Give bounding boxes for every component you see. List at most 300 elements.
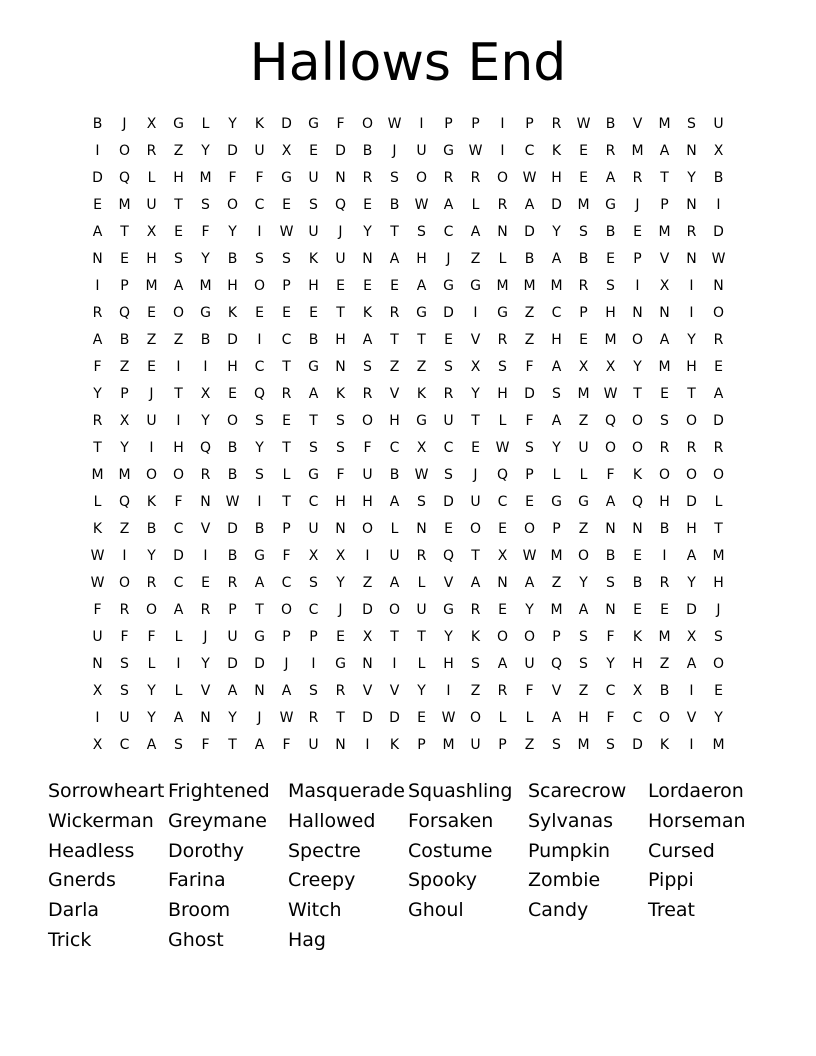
- grid-letter: S: [444, 359, 453, 375]
- grid-letter: Z: [524, 332, 535, 348]
- word-list-item: Costume: [408, 839, 493, 862]
- grid-letter: G: [308, 467, 319, 483]
- grid-letter: C: [443, 224, 454, 240]
- grid-letter: U: [308, 224, 319, 240]
- grid-letter: I: [95, 143, 100, 159]
- grid-letter: I: [95, 278, 100, 294]
- grid-letter: Z: [416, 359, 427, 375]
- grid-letter: Z: [659, 656, 670, 672]
- grid-letter: Y: [228, 224, 237, 240]
- grid-letter: H: [416, 251, 427, 267]
- grid-letter: S: [309, 197, 318, 213]
- grid-letter: Q: [199, 440, 212, 456]
- grid-letter: V: [362, 683, 373, 699]
- grid-letter: A: [173, 602, 184, 618]
- grid-letter: H: [227, 359, 238, 375]
- grid-letter: D: [443, 494, 454, 510]
- grid-letter: O: [685, 413, 698, 429]
- grid-letter: R: [713, 332, 724, 348]
- grid-letter: A: [470, 224, 481, 240]
- grid-letter: B: [578, 251, 589, 267]
- grid-letter: E: [309, 143, 318, 159]
- grid-letter: O: [415, 170, 428, 186]
- grid-letter: U: [119, 710, 130, 726]
- grid-letter: N: [713, 278, 724, 294]
- grid-letter: J: [446, 251, 451, 267]
- grid-letter: Q: [631, 494, 644, 510]
- grid-letter: L: [174, 683, 183, 699]
- grid-letter: N: [632, 521, 643, 537]
- grid-letter: K: [227, 305, 238, 321]
- grid-letter: S: [579, 629, 588, 645]
- grid-letter: C: [605, 683, 616, 699]
- grid-letter: D: [524, 224, 535, 240]
- grid-letter: T: [255, 602, 264, 618]
- grid-letter: A: [389, 494, 400, 510]
- grid-letter: T: [336, 305, 345, 321]
- grid-letter: R: [200, 467, 211, 483]
- grid-letter: O: [361, 521, 374, 537]
- grid-letter: O: [469, 710, 482, 726]
- grid-letter: F: [147, 629, 156, 645]
- grid-letter: P: [552, 629, 561, 645]
- grid-letter: T: [309, 413, 318, 429]
- grid-letter: B: [713, 170, 724, 186]
- grid-letter: I: [203, 359, 208, 375]
- grid-letter: A: [146, 737, 157, 753]
- grid-letter: M: [577, 386, 590, 402]
- grid-letter: V: [443, 575, 454, 591]
- grid-letter: C: [389, 440, 400, 456]
- grid-letter: U: [92, 629, 103, 645]
- grid-letter: A: [443, 197, 454, 213]
- grid-letter: B: [605, 116, 616, 132]
- grid-letter: G: [254, 629, 265, 645]
- grid-letter: S: [390, 170, 399, 186]
- grid-letter: I: [257, 224, 262, 240]
- grid-letter: X: [281, 143, 292, 159]
- grid-letter: M: [658, 359, 671, 375]
- grid-letter: M: [550, 548, 563, 564]
- grid-letter: R: [227, 575, 238, 591]
- grid-letter: S: [255, 251, 264, 267]
- grid-letter: B: [227, 467, 238, 483]
- grid-letter: X: [497, 548, 508, 564]
- grid-letter: E: [525, 494, 534, 510]
- grid-letter: O: [523, 521, 536, 537]
- grid-letter: Y: [147, 683, 156, 699]
- grid-letter: A: [254, 737, 265, 753]
- grid-letter: S: [255, 467, 264, 483]
- grid-letter: W: [711, 251, 726, 267]
- grid-letter: W: [225, 494, 240, 510]
- word-list-item: Sylvanas: [528, 809, 614, 832]
- grid-letter: Y: [471, 386, 480, 402]
- grid-letter: D: [335, 143, 346, 159]
- grid-letter: S: [174, 251, 183, 267]
- grid-letter: F: [174, 494, 183, 510]
- grid-letter: T: [417, 629, 426, 645]
- grid-letter: A: [389, 575, 400, 591]
- grid-letter: S: [336, 440, 345, 456]
- grid-letter: Q: [334, 197, 347, 213]
- grid-letter: O: [118, 143, 131, 159]
- grid-letter: B: [389, 197, 400, 213]
- grid-letter: D: [227, 143, 238, 159]
- grid-letter: P: [282, 629, 291, 645]
- grid-letter: G: [443, 602, 454, 618]
- grid-letter: Z: [173, 143, 184, 159]
- grid-letter: G: [551, 494, 562, 510]
- grid-letter: B: [362, 143, 373, 159]
- grid-letter: T: [282, 359, 291, 375]
- grid-letter: P: [471, 116, 480, 132]
- grid-letter: N: [362, 251, 373, 267]
- grid-letter: E: [120, 251, 129, 267]
- word-list-item: Darla: [48, 899, 100, 922]
- grid-letter: N: [605, 521, 616, 537]
- grid-letter: N: [686, 251, 697, 267]
- grid-letter: U: [308, 737, 319, 753]
- grid-letter: A: [551, 251, 562, 267]
- grid-letter: V: [659, 251, 670, 267]
- word-list-item: Pumpkin: [528, 839, 611, 862]
- grid-letter: L: [93, 494, 102, 510]
- grid-letter: M: [442, 737, 455, 753]
- grid-letter: M: [118, 197, 131, 213]
- grid-letter: I: [635, 278, 640, 294]
- grid-letter: T: [633, 386, 642, 402]
- grid-letter: O: [712, 467, 725, 483]
- grid-letter: J: [122, 116, 127, 132]
- grid-letter: R: [146, 575, 157, 591]
- grid-letter: S: [120, 656, 129, 672]
- grid-letter: Z: [551, 575, 562, 591]
- grid-letter: Y: [606, 656, 615, 672]
- grid-letter: H: [389, 413, 400, 429]
- grid-letter: I: [716, 197, 721, 213]
- grid-letter: G: [443, 278, 454, 294]
- grid-letter: W: [441, 710, 456, 726]
- grid-letter: U: [713, 116, 724, 132]
- grid-letter: M: [712, 548, 725, 564]
- grid-letter: W: [522, 170, 537, 186]
- grid-letter: S: [363, 359, 372, 375]
- grid-letter: H: [173, 170, 184, 186]
- grid-letter: X: [308, 548, 319, 564]
- grid-letter: E: [579, 170, 588, 186]
- grid-letter: F: [336, 116, 345, 132]
- word-list-item: Gnerds: [48, 869, 116, 892]
- grid-letter: N: [335, 521, 346, 537]
- grid-letter: S: [579, 224, 588, 240]
- grid-letter: G: [578, 494, 589, 510]
- grid-letter: N: [686, 197, 697, 213]
- grid-letter: I: [257, 332, 262, 348]
- grid-letter: X: [659, 278, 670, 294]
- grid-letter: O: [631, 440, 644, 456]
- grid-letter: Z: [524, 305, 535, 321]
- grid-letter: I: [95, 710, 100, 726]
- grid-letter: W: [387, 116, 402, 132]
- grid-letter: A: [173, 710, 184, 726]
- grid-letter: P: [120, 386, 129, 402]
- word-list-item: Candy: [528, 899, 589, 922]
- word-list-item: Ghost: [168, 928, 224, 951]
- word-list-item: Trick: [48, 928, 92, 951]
- grid-letter: T: [174, 386, 183, 402]
- grid-letter: W: [576, 116, 591, 132]
- grid-letter: A: [497, 656, 508, 672]
- grid-letter: D: [227, 332, 238, 348]
- grid-letter: I: [149, 440, 154, 456]
- grid-letter: M: [604, 332, 617, 348]
- word-list-item: Sorrowheart: [48, 780, 165, 802]
- grid-letter: V: [389, 683, 400, 699]
- grid-letter: J: [284, 656, 289, 672]
- grid-letter: Z: [470, 251, 481, 267]
- grid-letter: F: [525, 683, 534, 699]
- grid-letter: F: [363, 440, 372, 456]
- word-list-item: Lordaeron: [648, 780, 744, 802]
- grid-letter: A: [659, 332, 670, 348]
- grid-letter: S: [606, 575, 615, 591]
- grid-letter: G: [200, 305, 211, 321]
- grid-letter: O: [226, 413, 239, 429]
- grid-letter: A: [713, 386, 724, 402]
- grid-letter: K: [335, 386, 346, 402]
- grid-letter: B: [389, 467, 400, 483]
- grid-letter: W: [279, 710, 294, 726]
- grid-letter: D: [281, 116, 292, 132]
- grid-letter: F: [201, 224, 210, 240]
- grid-letter: L: [525, 710, 534, 726]
- grid-letter: O: [523, 629, 536, 645]
- grid-letter: E: [255, 305, 264, 321]
- grid-letter: U: [146, 413, 157, 429]
- grid-letter: R: [659, 575, 670, 591]
- grid-letter: W: [90, 575, 105, 591]
- grid-letter: O: [631, 413, 644, 429]
- grid-letter: T: [417, 332, 426, 348]
- grid-letter: W: [414, 197, 429, 213]
- word-list-item: Spooky: [408, 869, 477, 892]
- grid-letter: N: [92, 251, 103, 267]
- grid-letter: V: [551, 683, 562, 699]
- grid-letter: E: [660, 602, 669, 618]
- grid-letter: O: [685, 467, 698, 483]
- grid-letter: X: [146, 224, 157, 240]
- grid-letter: H: [443, 656, 454, 672]
- grid-letter: E: [282, 413, 291, 429]
- grid-letter: D: [713, 224, 724, 240]
- grid-letter: B: [227, 440, 238, 456]
- grid-letter: G: [173, 116, 184, 132]
- grid-letter: G: [308, 116, 319, 132]
- grid-letter: S: [282, 251, 291, 267]
- grid-letter: A: [659, 143, 670, 159]
- grid-letter: W: [522, 548, 537, 564]
- grid-letter: I: [689, 305, 694, 321]
- grid-letter: B: [659, 683, 670, 699]
- word-list-item: Cursed: [648, 839, 715, 862]
- grid-letter: N: [605, 602, 616, 618]
- grid-letter: E: [390, 278, 399, 294]
- grid-letter: O: [145, 467, 158, 483]
- grid-letter: Y: [201, 413, 210, 429]
- grid-letter: C: [308, 602, 319, 618]
- grid-letter: R: [470, 170, 481, 186]
- grid-letter: D: [227, 656, 238, 672]
- grid-letter: A: [605, 494, 616, 510]
- grid-letter: X: [362, 629, 373, 645]
- grid-letter: W: [279, 224, 294, 240]
- grid-letter: E: [363, 278, 372, 294]
- grid-letter: Y: [147, 710, 156, 726]
- grid-letter: X: [470, 359, 481, 375]
- grid-letter: I: [176, 413, 181, 429]
- grid-letter: I: [176, 656, 181, 672]
- grid-letter: J: [392, 143, 397, 159]
- grid-letter: S: [444, 467, 453, 483]
- grid-letter: C: [308, 494, 319, 510]
- grid-letter: C: [443, 440, 454, 456]
- grid-letter: A: [686, 656, 697, 672]
- grid-letter: I: [473, 305, 478, 321]
- grid-letter: K: [389, 737, 400, 753]
- grid-letter: B: [659, 521, 670, 537]
- grid-letter: U: [416, 602, 427, 618]
- grid-letter: E: [444, 521, 453, 537]
- grid-letter: D: [443, 305, 454, 321]
- grid-letter: N: [254, 683, 265, 699]
- grid-letter: L: [498, 710, 507, 726]
- grid-letter: P: [660, 197, 669, 213]
- grid-letter: P: [282, 278, 291, 294]
- grid-letter: H: [551, 170, 562, 186]
- grid-letter: Q: [496, 467, 509, 483]
- grid-letter: S: [606, 737, 615, 753]
- grid-letter: R: [497, 683, 508, 699]
- grid-letter: O: [631, 332, 644, 348]
- grid-letter: H: [308, 278, 319, 294]
- grid-letter: R: [605, 143, 616, 159]
- grid-letter: Y: [687, 170, 696, 186]
- grid-letter: F: [201, 737, 210, 753]
- grid-letter: R: [146, 143, 157, 159]
- grid-letter: B: [227, 548, 238, 564]
- grid-letter: S: [336, 413, 345, 429]
- word-list-item: Masquerade: [288, 780, 405, 802]
- grid-letter: I: [419, 116, 424, 132]
- word-list-item: Farina: [168, 869, 226, 892]
- grid-letter: Z: [119, 359, 130, 375]
- grid-letter: B: [254, 521, 265, 537]
- grid-letter: H: [227, 278, 238, 294]
- grid-letter: S: [309, 683, 318, 699]
- grid-letter: B: [227, 251, 238, 267]
- grid-letter: I: [311, 656, 316, 672]
- grid-letter: P: [579, 305, 588, 321]
- grid-letter: I: [689, 278, 694, 294]
- grid-letter: L: [147, 656, 156, 672]
- grid-letter: X: [200, 386, 211, 402]
- grid-letter: A: [416, 278, 427, 294]
- grid-letter: G: [254, 548, 265, 564]
- word-list-item: Dorothy: [168, 839, 245, 862]
- grid-letter: S: [714, 629, 723, 645]
- grid-letter: Q: [118, 494, 131, 510]
- grid-letter: I: [203, 548, 208, 564]
- grid-letter: P: [120, 278, 129, 294]
- grid-letter: Y: [93, 386, 102, 402]
- grid-letter: A: [578, 602, 589, 618]
- grid-letter: L: [552, 467, 561, 483]
- grid-letter: R: [686, 440, 697, 456]
- grid-letter: M: [577, 197, 590, 213]
- grid-letter: A: [551, 413, 562, 429]
- grid-letter: L: [282, 467, 291, 483]
- grid-letter: D: [362, 602, 373, 618]
- grid-letter: R: [281, 386, 292, 402]
- grid-letter: Z: [173, 332, 184, 348]
- grid-letter: G: [443, 143, 454, 159]
- grid-letter: E: [633, 224, 642, 240]
- word-list-item: Scarecrow: [528, 780, 627, 802]
- grid-letter: U: [335, 251, 346, 267]
- grid-letter: N: [416, 521, 427, 537]
- grid-letter: J: [149, 386, 154, 402]
- grid-letter: O: [712, 305, 725, 321]
- grid-letter: X: [146, 116, 157, 132]
- grid-letter: E: [309, 305, 318, 321]
- grid-letter: F: [120, 629, 129, 645]
- grid-letter: M: [658, 116, 671, 132]
- grid-letter: K: [92, 521, 103, 537]
- grid-letter: U: [308, 170, 319, 186]
- grid-letter: D: [227, 521, 238, 537]
- grid-letter: B: [92, 116, 103, 132]
- grid-letter: M: [199, 170, 212, 186]
- grid-letter: W: [414, 467, 429, 483]
- grid-letter: T: [714, 521, 723, 537]
- grid-letter: S: [309, 440, 318, 456]
- grid-letter: I: [689, 683, 694, 699]
- grid-letter: H: [605, 305, 616, 321]
- grid-letter: Y: [255, 440, 264, 456]
- grid-letter: V: [389, 386, 400, 402]
- grid-letter: E: [606, 251, 615, 267]
- grid-letter: L: [390, 521, 399, 537]
- grid-letter: B: [119, 332, 130, 348]
- grid-letter: O: [172, 305, 185, 321]
- grid-letter: I: [176, 359, 181, 375]
- grid-letter: W: [90, 548, 105, 564]
- grid-letter: C: [173, 575, 184, 591]
- grid-letter: G: [416, 413, 427, 429]
- grid-letter: Z: [470, 683, 481, 699]
- grid-letter: D: [92, 170, 103, 186]
- grid-letter: B: [524, 251, 535, 267]
- grid-letter: M: [631, 143, 644, 159]
- grid-letter: A: [173, 278, 184, 294]
- grid-letter: L: [714, 494, 723, 510]
- grid-letter: Z: [362, 575, 373, 591]
- grid-letter: F: [525, 359, 534, 375]
- grid-letter: Z: [578, 521, 589, 537]
- grid-letter: T: [174, 197, 183, 213]
- grid-letter: U: [416, 143, 427, 159]
